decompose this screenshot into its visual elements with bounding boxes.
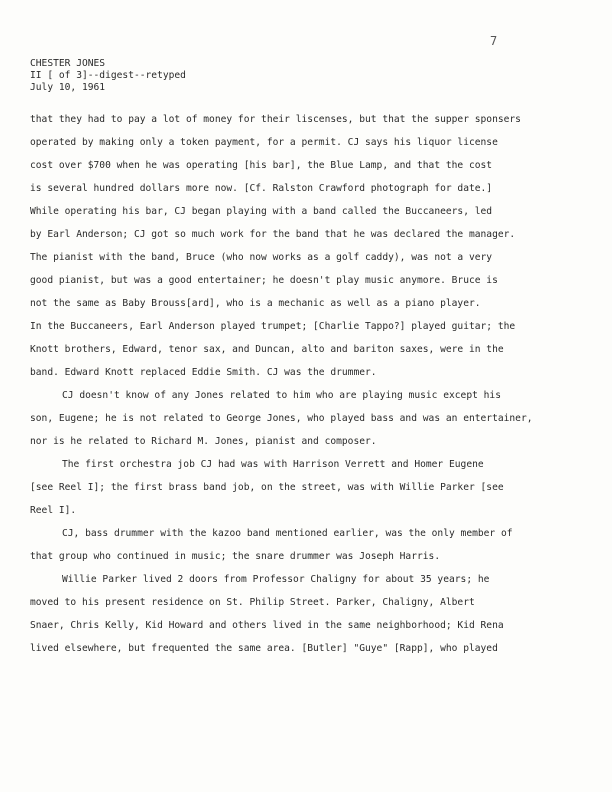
transcript-line: band. Edward Knott replaced Eddie Smith. CJ was the drummer.	[30, 367, 377, 378]
transcript-line: Reel I].	[30, 505, 77, 516]
interviewee-name: CHESTER JONES	[30, 58, 106, 69]
transcript-body	[30, 108, 570, 660]
transcript-line: not the same as Baby Brouss[ard], who is a mechanic as well as a piano player.	[30, 298, 481, 309]
transcript-line: son, Eugene; he is not related to George Jones, who played bass and was an entertainer,	[30, 413, 533, 424]
transcript-line: Willie Parker lived 2 doors from Professor Chaligny for about 35 years; he	[62, 574, 490, 585]
transcript-line: moved to his present residence on St. Philip Street. Parker, Chaligny, Albert	[30, 597, 475, 608]
transcript-line: operated by making only a token payment, for a permit. CJ says his liquor license	[30, 137, 498, 148]
transcript-line: The first orchestra job CJ had was with Harrison Verrett and Homer Eugene	[62, 459, 484, 470]
transcript-line: that they had to pay a lot of money for their liscenses, but that the supper sponsers	[30, 114, 521, 125]
transcript-line: CJ, bass drummer with the kazoo band mentioned earlier, was the only member of	[62, 528, 513, 539]
document-header	[30, 58, 186, 94]
interview-date: July 10, 1961	[30, 82, 106, 93]
transcript-line: Snaer, Chris Kelly, Kid Howard and others lived in the same neighborhood; Kid Rena	[30, 620, 504, 631]
transcript-line: is several hundred dollars more now. [Cf. Ralston Crawford photograph for date.]	[30, 183, 493, 194]
transcript-line: that group who continued in music; the snare drummer was Joseph Harris.	[30, 551, 441, 562]
transcript-line: In the Buccaneers, Earl Anderson played trumpet; [Charlie Tappo?] played guitar; the	[30, 321, 516, 332]
transcript-line: [see Reel I]; the first brass band job, on the street, was with Willie Parker [see	[30, 482, 504, 493]
transcript-line: by Earl Anderson; CJ got so much work for the band that he was declared the manager.	[30, 229, 516, 240]
transcript-line: CJ doesn't know of any Jones related to him who are playing music except his	[62, 390, 501, 401]
reel-info: II [ of 3]--digest--retyped	[30, 70, 186, 81]
transcript-line: While operating his bar, CJ began playing with a band called the Buccaneers, led	[30, 206, 493, 217]
transcript-line: The pianist with the band, Bruce (who now works as a golf caddy), was not a very	[30, 252, 493, 263]
transcript-line: good pianist, but was a good entertainer; he doesn't play music anymore. Bruce is	[30, 275, 498, 286]
transcript-line: lived elsewhere, but frequented the same area. [Butler] "Guye" [Rapp], who played	[30, 643, 498, 654]
transcript-line: nor is he related to Richard M. Jones, pianist and composer.	[30, 436, 377, 447]
transcript-line: cost over $700 when he was operating [his bar], the Blue Lamp, and that the cost	[30, 160, 493, 171]
page-number: 7	[490, 34, 498, 48]
transcript-line: Knott brothers, Edward, tenor sax, and Duncan, alto and bariton saxes, were in the	[30, 344, 504, 355]
